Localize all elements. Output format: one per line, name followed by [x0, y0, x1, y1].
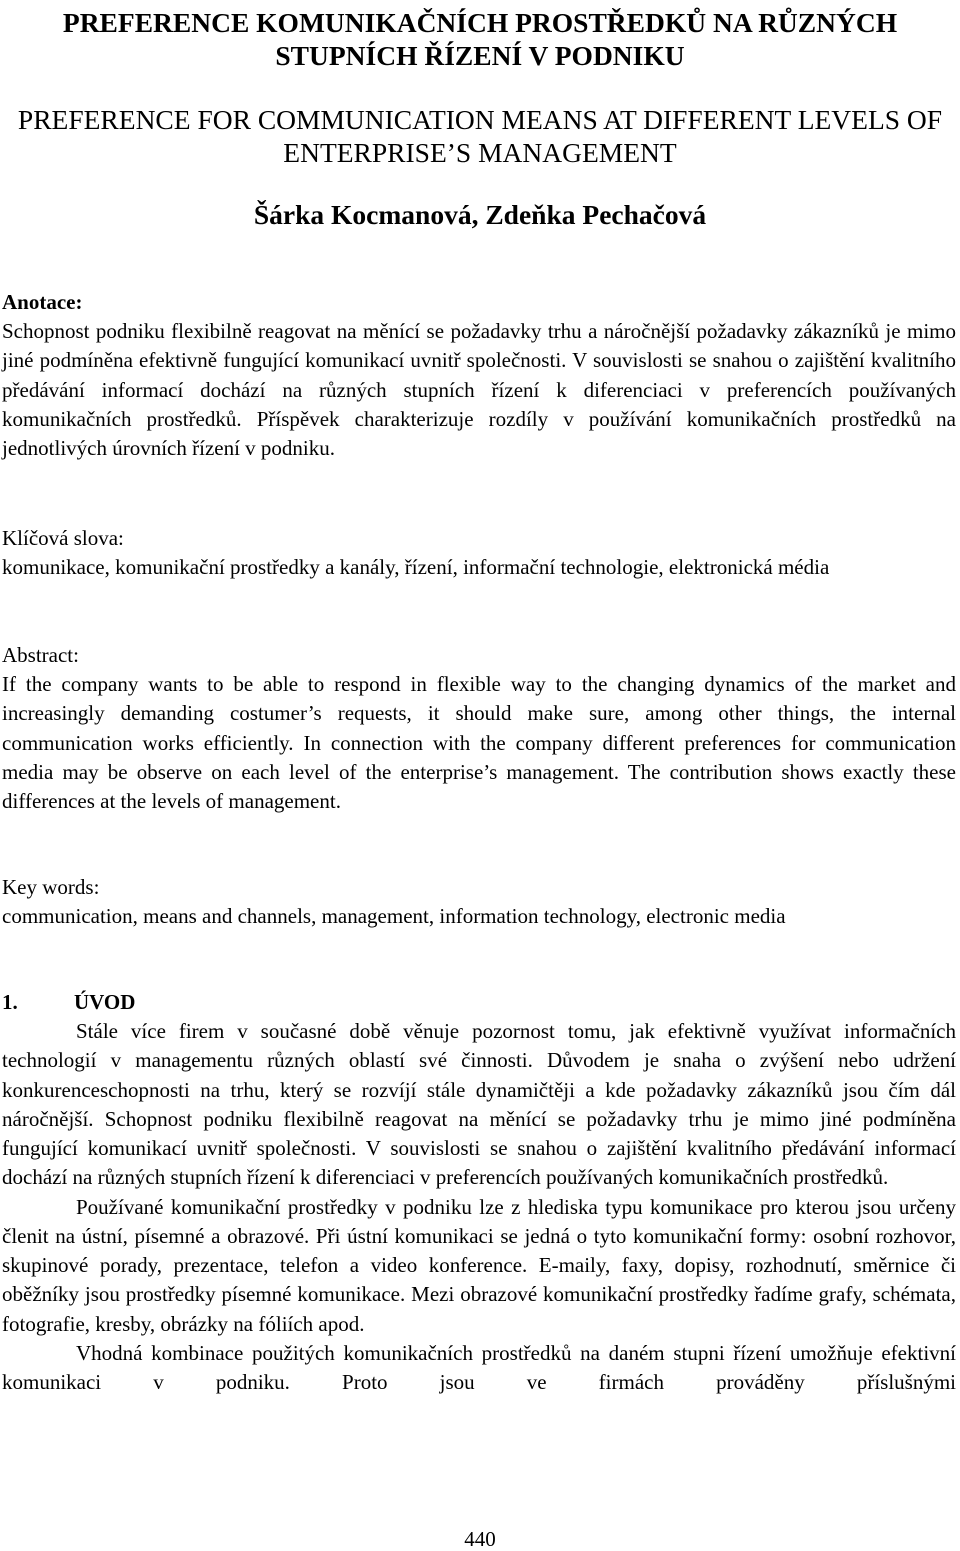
section-uvod	[2, 988, 956, 1397]
klicova-slova-section	[2, 524, 956, 582]
abstract-heading: Abstract:	[2, 643, 79, 667]
anotace-section	[2, 288, 956, 463]
key-words-text: communication, means and channels, management, information technology, electronic media	[2, 904, 786, 928]
abstract-text: If the company wants to be able to respond in flexible way to the changing dynamics of the market and increasingly demanding costumer’s requests, it should make sure, among other things, the internal communication works efficiently. In connection with the company different preferences for communication media may be observe on each level of the enterprise’s management. The contribution shows exactly these differences at the levels of management.	[2, 672, 956, 813]
section-paragraph: Vhodná kombinace použitých komunikačních prostředků na daném stupni řízení umožňuje efektivní komunikaci v podniku. Proto jsou ve firmách prováděny příslušnými	[2, 1340, 956, 1394]
section-paragraph: Používané komunikační prostředky v podniku lze z hlediska typu komunikace pro kterou jsou určeny členit na ústní, písemné a obrazové. Při ústní komunikaci se jedná o tyto komunikační formy: osobní rozhovor, skupinové porady, prezentace, telefon a video konference. E-maily, faxy, dopisy, rozhodnutí, směrnice či oběžníky jsou prostředky písemné komunikace. Mezi obrazové komunikační prostředky řadíme grafy, schémata, fotografie, kresby, obrázky na fóliích apod.	[2, 1194, 956, 1336]
key-words-section	[2, 873, 956, 931]
section-title: ÚVOD	[74, 990, 136, 1014]
page-number: 440	[464, 1527, 496, 1551]
key-words-heading: Key words:	[2, 875, 100, 899]
section-number: 1.	[2, 990, 18, 1014]
authors: Šárka Kocmanová, Zdeňka Pechačová	[253, 199, 707, 230]
title-english: PREFERENCE FOR COMMUNICATION MEANS AT DIFFERENT LEVELS OF ENTERPRISE’S MANAGEMENT	[17, 104, 943, 168]
abstract-section	[2, 641, 956, 816]
klicova-slova-heading: Klíčová slova:	[2, 526, 124, 550]
klicova-slova-text: komunikace, komunikační prostředky a kanály, řízení, informační technologie, elektronická média	[2, 555, 830, 579]
anotace-heading: Anotace:	[2, 290, 83, 314]
title-czech: PREFERENCE KOMUNIKAČNÍCH PROSTŘEDKŮ NA RŮZNÝCH STUPNÍCH ŘÍZENÍ V PODNIKU	[62, 7, 898, 71]
section-paragraph: Stále více firem v současné době věnuje pozornost tomu, jak efektivně využívat informačních technologií v managementu různých oblastí své činnosti. Důvodem je snaha o zvýšení nebo udržení konkurenceschopnosti na trhu, který se rozvíjí stále dynamičtěji a kde požadavky zákazníků jsou čím dál náročnější. Schopnost podniku flexibilně reagovat na měnící se požadavky trhu je mimo jiné podmíněna fungující komunikací uvnitř společnosti. V souvislosti se snahou o zajištění kvalitního předávání informací dochází na různých stupních řízení k diferenciaci v preferencích používaných komunikačních prostředků.	[2, 1019, 956, 1190]
section-heading	[2, 988, 956, 1017]
anotace-text: Schopnost podniku flexibilně reagovat na měnící se požadavky trhu a náročnější požadavky zákazníků je mimo jiné podmíněna efektivně fungující komunikací uvnitř společnosti. V souvislosti se snahou o zajištění kvalitního předávání informací dochází na různých stupních řízení k diferenciaci v preferencích používaných komunikačních prostředků. Příspěvek charakterizuje rozdíly v používání komunikačních prostředků na jednotlivých úrovních řízení v podniku.	[2, 319, 956, 460]
